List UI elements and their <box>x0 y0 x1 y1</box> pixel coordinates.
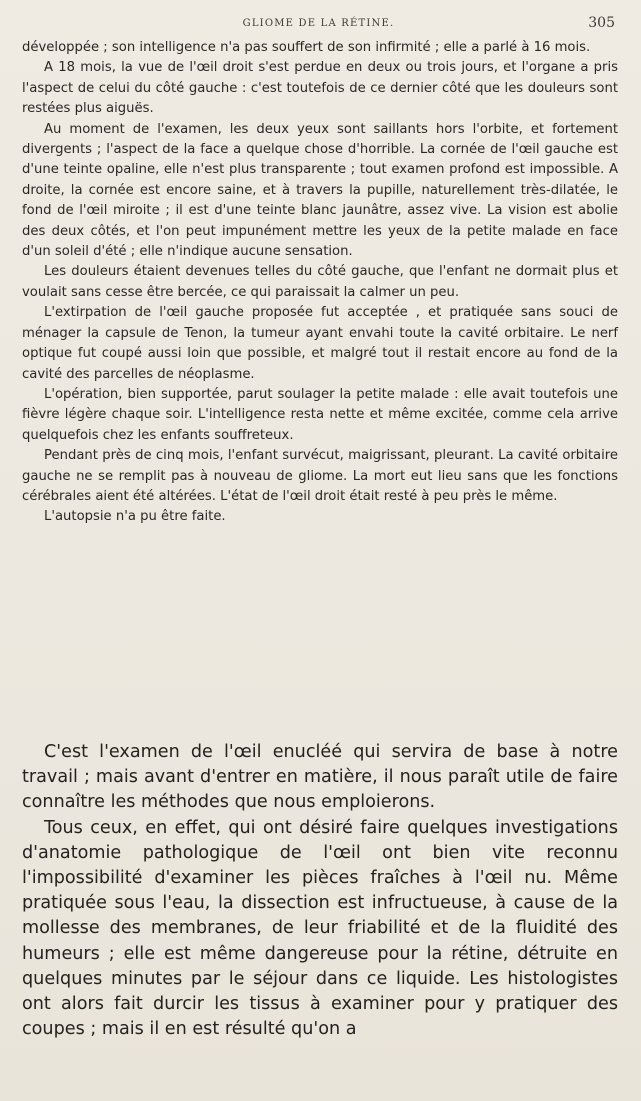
page-number: 305 <box>588 15 615 31</box>
paragraph: L'extirpation de l'œil gauche proposée fut acceptée , et pratiquée sans souci de ménager la capsule de Tenon, la tumeur ayant envahi toute la cavité orbitaire. Le nerf optique fut coupé aussi loin que possible, et malgré tout il restait encore au fond de la cavité des parcelles de néoplasme. <box>22 305 618 382</box>
case-report-text <box>22 38 618 528</box>
paragraph: A 18 mois, la vue de l'œil droit s'est perdue en deux ou trois jours, et l'organe a pris l'aspect de celui du côté gauche : c'est toutefois de ce dernier côté que les douleurs sont restées plus aiguës. <box>22 60 618 117</box>
running-header <box>22 14 615 36</box>
main-text <box>22 740 618 1042</box>
paragraph: développée ; son intelligence n'a pas souffert de son infirmité ; elle a parlé à 16 mois. <box>22 40 591 55</box>
paragraph: Les douleurs étaient devenues telles du côté gauche, que l'enfant ne dormait plus et voulait sans cesse être bercée, ce qui paraissait la calmer un peu. <box>22 264 618 300</box>
chapter-title: GLIOME DE LA RÉTINE. <box>242 18 395 29</box>
paragraph: L'autopsie n'a pu être faite. <box>44 509 226 525</box>
paragraph: Tous ceux, en effet, qui ont désiré faire quelques investigations d'anatomie pathologique de l'œil ont bien vite reconnu l'impossibilité d'examiner les pièces fraîches à l'œil nu. Même pratiquée sous l'eau, la dissection est infructueuse, à cause de la mollesse des membranes, de leur friabilité et de la fluidité des humeurs ; elle est même dangereuse pour la rétine, détruite en quelques minutes par le séjour dans ce liquide. Les histologistes ont alors fait durcir les tissus à examiner pour y pratiquer des coupes ; mais il en est résulté qu'on a <box>22 817 618 1040</box>
paragraph: Au moment de l'examen, les deux yeux sont saillants hors l'orbite, et fortement divergents ; l'aspect de la face a quelque chose d'horrible. La cornée de l'œil gauche est d'une teinte opaline, elle n'est plus transparente ; tout examen profond est impossible. A droite, la cornée est encore saine, et à travers la pupille, naturellement très-dilatée, le fond de l'œil miroite ; il est d'une teinte blanc jaunâtre, assez vive. La vision est abolie des deux côtés, et l'on peut impunément mettre les yeux de la petite malade en face d'un soleil d'été ; elle n'indique aucune sensation. <box>22 121 618 260</box>
paragraph: L'opération, bien supportée, parut soulager la petite malade : elle avait toutefois une fièvre légère chaque soir. L'intelligence resta nette et même excitée, comme cela arrive quelquefois chez les enfants souffreteux. <box>22 386 618 443</box>
paragraph: Pendant près de cinq mois, l'enfant survécut, maigrissant, pleurant. La cavité orbitaire gauche ne se remplit pas à nouveau de gliome. La mort eut lieu sans que les fonctions cérébrales aient été altérées. L'état de l'œil droit était resté à peu près le même. <box>22 448 618 504</box>
paragraph: C'est l'examen de l'œil enucléé qui servira de base à notre travail ; mais avant d'entrer en matière, il nous paraît utile de faire connaître les méthodes que nous emploierons. <box>22 742 618 813</box>
